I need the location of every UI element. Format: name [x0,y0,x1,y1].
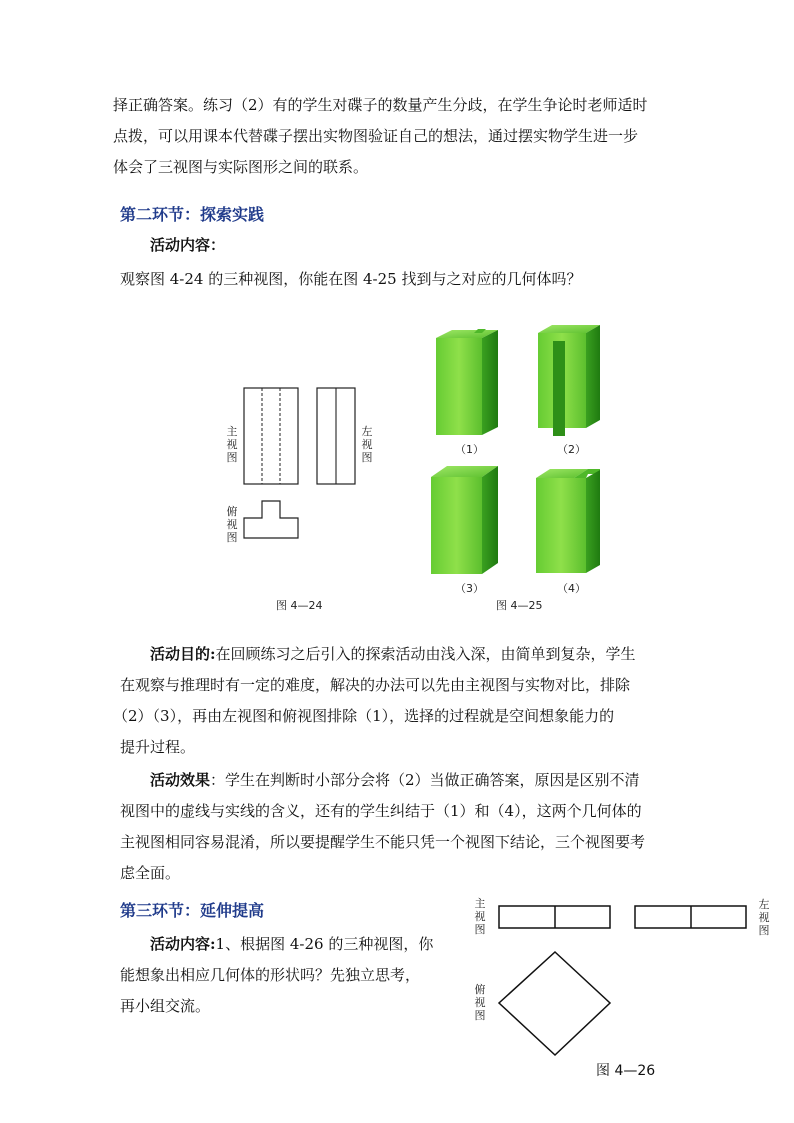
section2-activity-label: 活动内容： [150,236,226,254]
effect-text-1: ：学生在判断时小部分会将（2）当做正确答案，原因是区别不清 [210,771,640,789]
section3-text-1: 1、根据图 4-26 的三种视图，你 [215,935,434,953]
solid-4-label: （4） [557,582,586,595]
fig425-caption: 图 4—25 [496,599,543,612]
fig424-label-top: 俯视图 [226,505,238,544]
fig426-label-left: 左视图 [758,898,770,937]
intro-line-3: 体会了三视图与实际图形之间的联系。 [113,158,369,176]
purpose-line-4: 提升过程。 [120,738,196,756]
fig426-label-top: 俯视图 [474,983,486,1022]
section3-heading: 第三环节：延伸提高 [120,901,265,920]
section2-heading: 第二环节：探索实践 [120,205,265,224]
fig426-label-main: 主视图 [474,897,486,936]
fig426-top-view-diamond [499,952,610,1055]
section3-line-2: 能想象出相应几何体的形状吗？先独立思考， [120,966,421,984]
intro-line-1: 择正确答案。练习（2）有的学生对碟子的数量产生分歧，在学生争论时老师适时 [113,96,648,114]
fig424-label-main: 主视图 [226,425,238,464]
fig424-label-left: 左视图 [361,425,373,464]
intro-line-2: 点拨，可以用课本代替碟子摆出实物图验证自己的想法，通过摆实物学生进一步 [113,127,639,145]
purpose-line-3: （2）（3），再由左视图和俯视图排除（1），选择的过程就是空间想象能力的 [113,707,615,725]
effect-line-4: 虑全面。 [120,864,181,882]
purpose-line-2: 在观察与推理时有一定的难度，解决的办法可以先由主视图与实物对比，排除 [120,676,631,694]
purpose-label: 活动目的: [150,645,216,663]
solid-2-label: （2） [557,443,586,456]
purpose-text-1: 在回顾练习之后引入的探索活动由浅入深，由简单到复杂，学生 [215,645,636,663]
effect-line-3: 主视图相同容易混淆，所以要提醒学生不能只凭一个视图下结论，三个视图要考 [120,833,646,851]
effect-label: 活动效果 [150,771,211,789]
section3-activity-label: 活动内容: [150,935,216,953]
fig426-caption: 图 4—26 [596,1063,656,1079]
section3-line-3: 再小组交流。 [120,997,211,1015]
solid-1-label: （1） [455,443,484,456]
effect-line-2: 视图中的虚线与实线的含义，还有的学生纠结于（1）和（4），这两个几何体的 [120,802,642,820]
fig424-caption: 图 4—24 [276,599,323,612]
section2-question: 观察图 4-24 的三种视图，你能在图 4-25 找到与之对应的几何体吗？ [120,270,582,288]
solid-3-label: （3） [455,582,484,595]
